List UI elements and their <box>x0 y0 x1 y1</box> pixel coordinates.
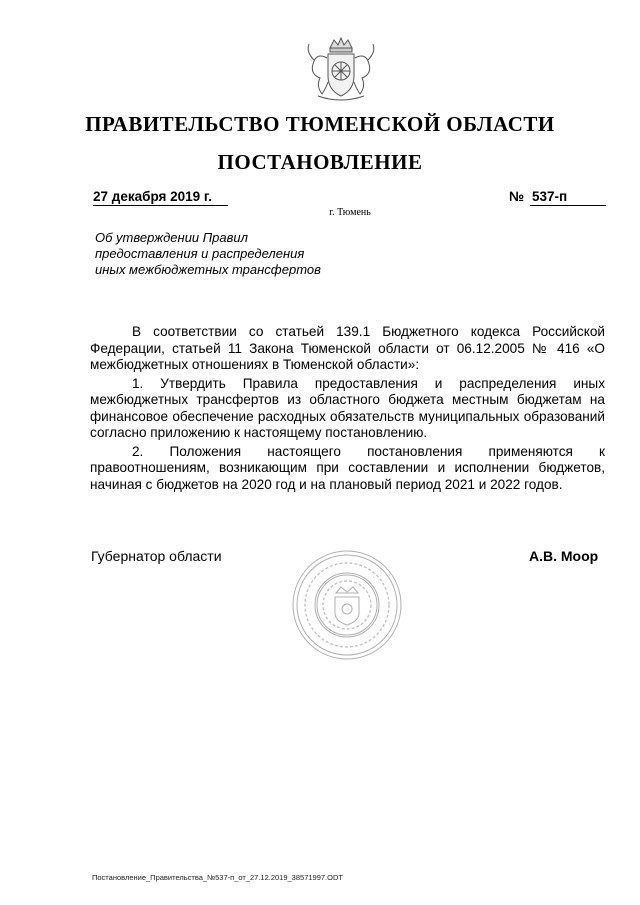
document-date: 27 декабря 2019 г. <box>93 189 228 206</box>
coat-of-arms-emblem <box>300 34 382 106</box>
file-footer: Постановление_Правительства_№537-п_от_27.12.2019_38571997.ODT <box>92 873 343 882</box>
subject-line: иных межбюджетных трансфертов <box>95 262 321 277</box>
body-paragraph: 1. Утвердить Правила предоставления и распределения иных межбюджетных трансфертов из областного бюджета местным бюджетам на финансовое обеспечение расходных обязательств муниципальных образований согласно приложению к настоящему постановлению. <box>90 375 605 440</box>
body-paragraph: 2. Положения настоящего постановления применяются к правоотношениям, возникающим при составлении и исполнении бюджетов, начиная с бюджетов на 2020 год и на плановый период 2021 и 2022 годов. <box>90 443 605 492</box>
document-body <box>90 324 605 493</box>
organization-title: ПРАВИТЕЛЬСТВО ТЮМЕНСКОЙ ОБЛАСТИ <box>85 112 555 136</box>
signer-name: А.В. Моор <box>529 548 599 564</box>
document-number: 537-п <box>530 189 606 206</box>
subject-line: предоставления и распределения <box>95 246 305 261</box>
subject-line: Об утверждении Правил <box>95 230 248 245</box>
document-subject <box>95 230 395 278</box>
body-paragraph: В соответствии со статьей 139.1 Бюджетного кодекса Российской Федерации, статьей 11 Закона Тюменской области от 06.12.2005 № 416 «О межбюджетных отношениях в Тюменской области»: <box>90 324 605 372</box>
city-label: г. Тюмень <box>329 207 371 218</box>
official-seal-stamp <box>291 549 403 661</box>
number-label: № <box>509 189 525 204</box>
signer-title: Губернатор области <box>91 548 222 564</box>
document-type-heading: ПОСТАНОВЛЕНИЕ <box>217 150 423 174</box>
